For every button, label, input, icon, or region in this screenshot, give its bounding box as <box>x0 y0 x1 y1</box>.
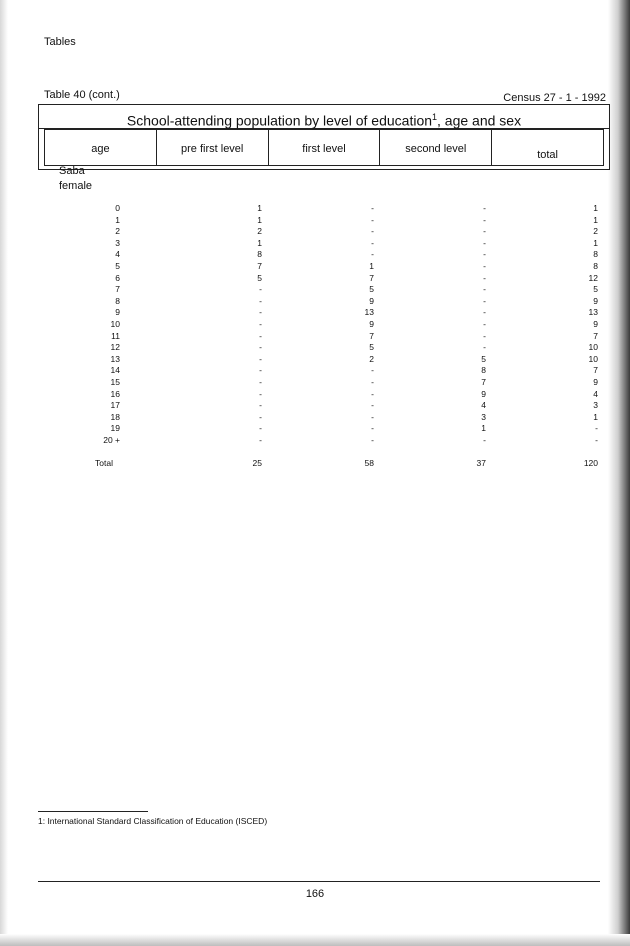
table-cell: - <box>259 330 262 341</box>
table-cell: - <box>371 400 374 411</box>
table-cell: 1 <box>593 411 598 422</box>
col-header-first-level: first level <box>269 130 381 165</box>
table-cell: - <box>259 295 262 306</box>
table-cell: 8 <box>115 295 120 306</box>
table-cell: 8 <box>481 365 486 376</box>
table-cell: 15 <box>110 376 120 387</box>
table-cell: 2 <box>257 226 262 237</box>
table-cell: - <box>483 226 486 237</box>
table-cell: - <box>259 284 262 295</box>
table-cell: 0 <box>115 203 120 213</box>
table-cell: 1 <box>481 423 486 434</box>
running-head: Tables <box>44 36 76 48</box>
table-cell: 9 <box>481 388 486 399</box>
table-cell: 6 <box>115 272 120 283</box>
table-cell: 14 <box>110 365 120 376</box>
table-cell: - <box>371 365 374 376</box>
table-cell: - <box>259 318 262 329</box>
table-cell: 1 <box>593 237 598 248</box>
column-first-values <box>342 203 374 446</box>
table-cell: 13 <box>364 307 374 318</box>
total-label: Total <box>95 458 113 468</box>
census-date: Census 27 - 1 - 1992 <box>503 92 606 104</box>
table-cell: - <box>483 260 486 271</box>
table-cell: 3 <box>481 411 486 422</box>
page-left-edge <box>0 0 8 946</box>
table-cell: - <box>371 376 374 387</box>
table-cell: - <box>371 203 374 213</box>
table-cell: 3 <box>593 400 598 411</box>
table-cell: 10 <box>588 342 598 353</box>
table-cell: 1 <box>593 214 598 225</box>
table-cell: 9 <box>369 318 374 329</box>
total-total: 120 <box>583 458 598 468</box>
table-cell: 20 + <box>103 434 120 445</box>
table-cell: 5 <box>481 353 486 364</box>
table-cell: 12 <box>110 342 120 353</box>
table-cell: - <box>483 307 486 318</box>
table-title-text: School-attending population by level of education <box>126 112 433 129</box>
total-second: 37 <box>476 458 486 468</box>
table-cell: - <box>483 203 486 213</box>
col-header-pre-first-level: pre first level <box>157 130 269 165</box>
table-cell: 2 <box>369 353 374 364</box>
table-cell: - <box>595 434 598 445</box>
table-cell: - <box>259 307 262 318</box>
table-cell: - <box>483 237 486 248</box>
table-cell: 7 <box>593 365 598 376</box>
table-cell: 5 <box>593 284 598 295</box>
table-cell: 19 <box>110 423 120 434</box>
table-cell: - <box>483 318 486 329</box>
page-right-edge <box>608 0 630 946</box>
table-cell: 1 <box>257 214 262 225</box>
table-cell: - <box>483 214 486 225</box>
table-cell: - <box>371 237 374 248</box>
table-cell: - <box>371 226 374 237</box>
table-title-footnote-mark: 1 <box>432 112 438 122</box>
table-cell: 12 <box>588 272 598 283</box>
table-cell: - <box>259 434 262 445</box>
table-cell: 8 <box>593 260 598 271</box>
table-cell: - <box>483 330 486 341</box>
col-header-second-level: second level <box>380 130 492 165</box>
column-age-values <box>60 203 120 446</box>
footnote-rule <box>38 811 148 812</box>
table-header-box <box>38 104 610 170</box>
table-cell: - <box>259 400 262 411</box>
column-total-values <box>566 203 598 446</box>
total-pre-first: 25 <box>252 458 262 468</box>
table-cell: 17 <box>110 400 120 411</box>
footnote: 1: International Standard Classification of Education (ISCED) <box>38 816 268 826</box>
column-pre-first-values <box>230 203 262 446</box>
table-cell: - <box>259 376 262 387</box>
table-cell: 1 <box>257 237 262 248</box>
table-cell: 7 <box>257 260 262 271</box>
table-cell: 9 <box>115 307 120 318</box>
table-cell: - <box>259 388 262 399</box>
table-cell: 7 <box>369 330 374 341</box>
section-island: Saba <box>59 165 85 177</box>
table-cell: - <box>483 295 486 306</box>
table-cell: 7 <box>593 330 598 341</box>
page-bottom-edge <box>0 934 630 946</box>
table-cell: - <box>259 342 262 353</box>
column-second-values <box>454 203 486 446</box>
table-cell: 7 <box>369 272 374 283</box>
table-cell: 7 <box>115 284 120 295</box>
column-headers <box>44 129 604 166</box>
table-cell: 8 <box>593 249 598 260</box>
table-cell: - <box>371 434 374 445</box>
table-cell: - <box>595 423 598 434</box>
table-cell: - <box>483 342 486 353</box>
table-cell: 18 <box>110 411 120 422</box>
table-cell: 9 <box>593 318 598 329</box>
table-cell: 4 <box>593 388 598 399</box>
table-cell: 5 <box>115 260 120 271</box>
table-cell: - <box>371 423 374 434</box>
table-cell: 5 <box>369 342 374 353</box>
table-cell: 4 <box>481 400 486 411</box>
table-cell: 9 <box>593 376 598 387</box>
table-cell: 16 <box>110 388 120 399</box>
table-cell: - <box>371 411 374 422</box>
table-title <box>39 105 609 129</box>
table-cell: - <box>483 272 486 283</box>
table-cell: - <box>371 388 374 399</box>
table-cell: 1 <box>369 260 374 271</box>
total-first: 58 <box>364 458 374 468</box>
table-cell: 1 <box>593 203 598 213</box>
table-cell: 3 <box>115 237 120 248</box>
table-cell: - <box>259 353 262 364</box>
footer-rule <box>38 881 600 882</box>
table-title-suffix: , age and sex <box>437 112 522 129</box>
table-cell: - <box>483 434 486 445</box>
table-cell: 5 <box>369 284 374 295</box>
table-cell: - <box>259 411 262 422</box>
col-header-age: age <box>45 130 157 165</box>
table-number: Table 40 (cont.) <box>44 89 120 101</box>
table-cell: 2 <box>115 226 120 237</box>
table-cell: - <box>483 284 486 295</box>
table-cell: 10 <box>110 318 120 329</box>
table-cell: 9 <box>369 295 374 306</box>
table-cell: 13 <box>110 353 120 364</box>
table-cell: 1 <box>115 214 120 225</box>
table-cell: - <box>371 214 374 225</box>
table-cell: - <box>483 249 486 260</box>
table-cell: 8 <box>257 249 262 260</box>
table-cell: 2 <box>593 226 598 237</box>
section-sex: female <box>59 180 93 192</box>
table-cell: - <box>371 249 374 260</box>
table-cell: 9 <box>593 295 598 306</box>
col-header-total: total <box>537 149 558 161</box>
table-cell: 4 <box>115 249 120 260</box>
page-number: 166 <box>305 888 325 900</box>
table-cell: 5 <box>257 272 262 283</box>
table-cell: 10 <box>588 353 598 364</box>
table-cell: 13 <box>588 307 598 318</box>
table-cell: - <box>259 423 262 434</box>
table-cell: 1 <box>257 203 262 213</box>
table-cell: 7 <box>481 376 486 387</box>
table-cell: - <box>259 365 262 376</box>
table-cell: 11 <box>111 330 120 341</box>
